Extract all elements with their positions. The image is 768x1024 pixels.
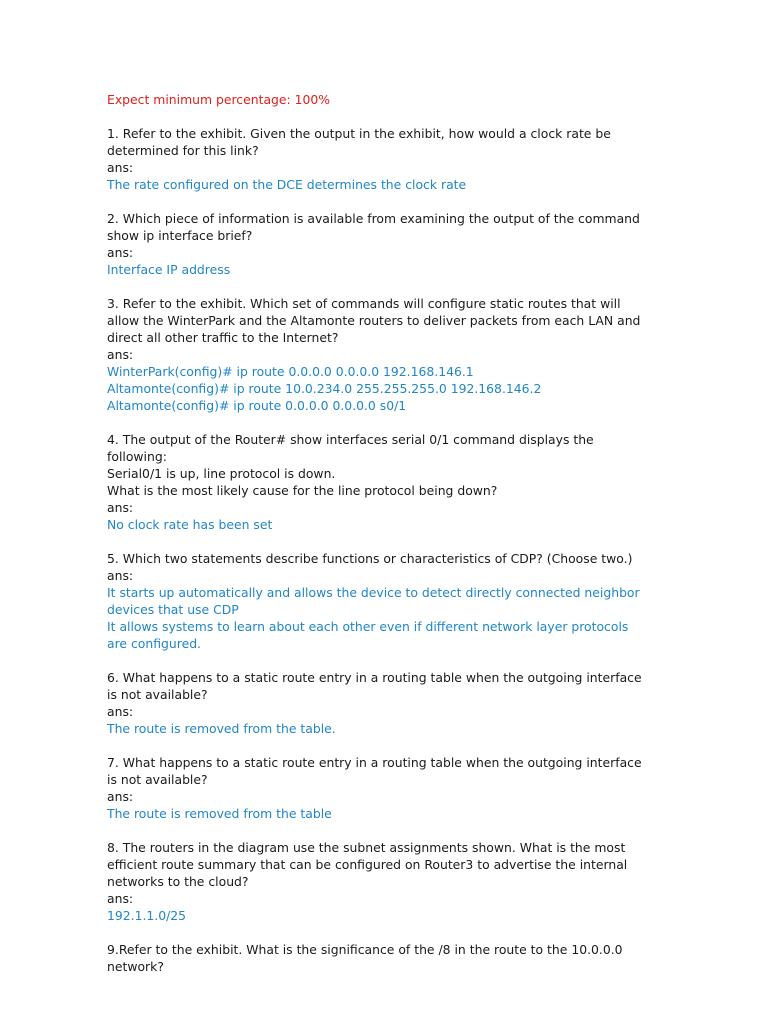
question-block-8 — [107, 839, 652, 924]
question-block-6 — [107, 669, 652, 737]
answer-text: The route is removed from the table. — [107, 721, 336, 736]
question-text: 8. The routers in the diagram use the subnet assignments shown. What is the most efficient route summary that can be configured on Router3 to advertise the internal networks to the cloud? — [107, 840, 628, 889]
question-text: 3. Refer to the exhibit. Which set of commands will configure static routes that will allow the WinterPark and the Altamonte routers to deliver packets from each LAN and direct all other traffic to the Internet? — [107, 296, 641, 345]
ans-label: ans: — [107, 568, 134, 583]
question-block-9 — [107, 941, 652, 975]
answer-text: The route is removed from the table — [107, 806, 332, 821]
answer-text: Interface IP address — [107, 262, 231, 277]
answer-text: The rate configured on the DCE determines the clock rate — [107, 177, 467, 192]
question-block-2 — [107, 210, 652, 278]
ans-label: ans: — [107, 891, 134, 906]
document-page — [107, 91, 652, 992]
question-text: 2. Which piece of information is available from examining the output of the command show ip interface brief? — [107, 211, 640, 243]
question-text: 1. Refer to the exhibit. Given the output in the exhibit, how would a clock rate be determined for this link? — [107, 126, 611, 158]
answer-text: Altamonte(config)# ip route 10.0.234.0 255.255.255.0 192.168.146.2 — [107, 381, 542, 396]
answer-text: Altamonte(config)# ip route 0.0.0.0 0.0.0.0 s0/1 — [107, 398, 407, 413]
question-detail-text: Serial0/1 is up, line protocol is down. — [107, 466, 336, 481]
answer-text: 192.1.1.0/25 — [107, 908, 187, 923]
question-detail-text: What is the most likely cause for the line protocol being down? — [107, 483, 498, 498]
question-text: 7. What happens to a static route entry in a routing table when the outgoing interface is not available? — [107, 755, 642, 787]
ans-label: ans: — [107, 789, 134, 804]
ans-label: ans: — [107, 704, 134, 719]
ans-label: ans: — [107, 347, 134, 362]
question-block-4 — [107, 431, 652, 533]
question-block-5 — [107, 550, 652, 652]
minimum-percentage-notice: Expect minimum percentage: 100% — [107, 92, 331, 107]
question-text: 9.Refer to the exhibit. What is the significance of the /8 in the route to the 10.0.0.0 network? — [107, 942, 623, 974]
question-text: 5. Which two statements describe functions or characteristics of CDP? (Choose two.) — [107, 551, 633, 566]
ans-label: ans: — [107, 160, 134, 175]
answer-text: No clock rate has been set — [107, 517, 273, 532]
ans-label: ans: — [107, 500, 134, 515]
ans-label: ans: — [107, 245, 134, 260]
answer-text: It starts up automatically and allows the device to detect directly connected neighbor devices that use CDP — [107, 585, 640, 617]
question-block-1 — [107, 125, 652, 193]
question-block-7 — [107, 754, 652, 822]
question-block-3 — [107, 295, 652, 414]
answer-text: It allows systems to learn about each other even if different network layer protocols are configured. — [107, 619, 629, 651]
question-text: 6. What happens to a static route entry in a routing table when the outgoing interface is not available? — [107, 670, 642, 702]
question-text: 4. The output of the Router# show interfaces serial 0/1 command displays the following: — [107, 432, 594, 464]
answer-text: WinterPark(config)# ip route 0.0.0.0 0.0.0.0 192.168.146.1 — [107, 364, 474, 379]
